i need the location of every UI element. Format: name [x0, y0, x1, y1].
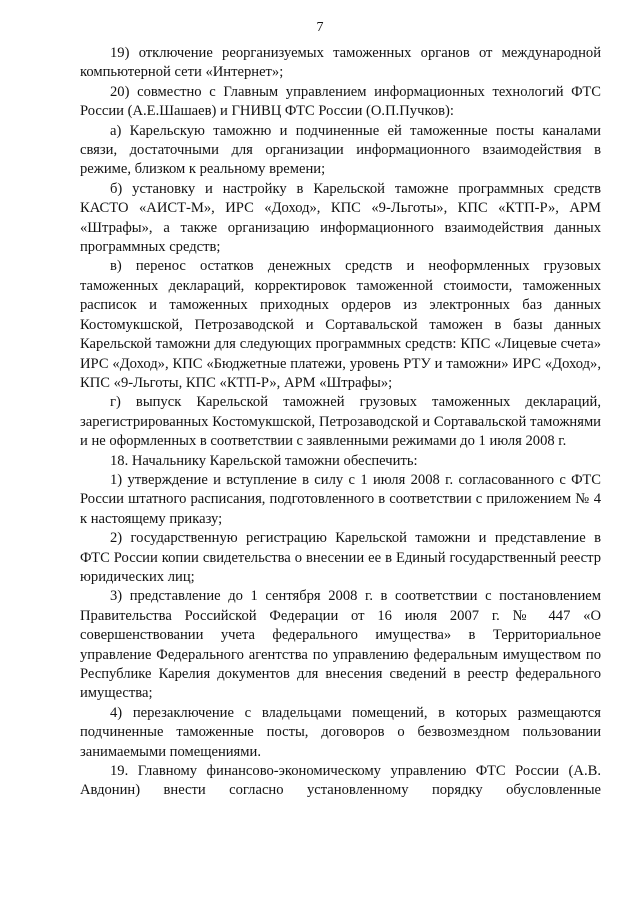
paragraph-section-18: 18. Начальнику Карельской таможни обеспечить: — [110, 452, 418, 469]
paragraph-18-item-4: 4) перезаключение с владельцами помещений, в которых размещаются подчиненные таможенные посты, договоров о безвозмездном пользовании занимаемыми помещениями. — [80, 704, 601, 760]
paragraph-section-19: 19. Главному финансово-экономическому управлению ФТС России (А.В. Авдонин) внести согласно установленному порядку обусловленные — [80, 763, 601, 799]
page-number: 7 — [316, 20, 324, 35]
paragraph-subitem-v: в) перенос остатков денежных средств и неоформленных грузовых таможенных деклараций, корректировок таможенной стоимости, таможенных расписок и таможенных приходных ордеров из электронных баз данных Костомукшской, Петрозаводской и Сортавальской таможен в базы данных Карельской таможни для следующих программных средств: КПС «Лицевые счета» ИРС «Доход», КПС «Бюджетные платежи, уровень РТУ и таможни» ИРС «Доход», КПС «9-Льготы, КПС «КТП-Р», АРМ «Штрафы»; — [80, 258, 601, 391]
paragraph-18-item-2: 2) государственную регистрацию Карельской таможни и представление в ФТС России копии свидетельства о внесении ее в Единый государственный реестр юридических лиц; — [80, 530, 601, 585]
paragraph-18-item-1: 1) утверждение и вступление в силу с 1 июля 2008 г. согласованного с ФТС России штатного расписания, подготовленного в соответствии с приложением № 4 к настоящему приказу; — [80, 471, 601, 527]
paragraph-18-item-3: 3) представление до 1 сентября 2008 г. в соответствии с постановлением Правительства Российской Федерации от 16 июля 2007 г. № 447 «О совершенствовании учета федерального имущества» в Территориальное управление Федерального агентства по управлению федеральным имуществом по Республике Карелия документов для внесения сведений в реестр федерального имущества; — [80, 588, 601, 702]
paragraph-subitem-a: а) Карельскую таможню и подчиненные ей таможенные посты каналами связи, достаточными для организации информационного взаимодействия в режиме, близком к реальному времени; — [80, 122, 601, 178]
document-body — [80, 44, 601, 801]
paragraph-item-20: 20) совместно с Главным управлением информационных технологий ФТС России (А.Е.Шашаев) и ГНИВЦ ФТС России (О.П.Пучков): — [80, 83, 601, 120]
paragraph-subitem-b: б) установку и настройку в Карельской таможне программных средств КАСТО «АИСТ-М», ИРС «Доход», КПС «9-Льготы», КПС «КТП-Р», АРМ «Штрафы», а также организацию информационного взаимодействия данных программных средств; — [80, 180, 601, 256]
paragraph-subitem-g: г) выпуск Карельской таможней грузовых таможенных деклараций, зарегистрированных Костомукшской, Петрозаводской и Сортавальской таможнями и не оформленных в соответствии с заявленными режимами до 1 июля 2008 г. — [80, 394, 601, 450]
paragraph-item-19: 19) отключение реорганизуемых таможенных органов от международной компьютерной сети «Интернет»; — [80, 45, 601, 81]
